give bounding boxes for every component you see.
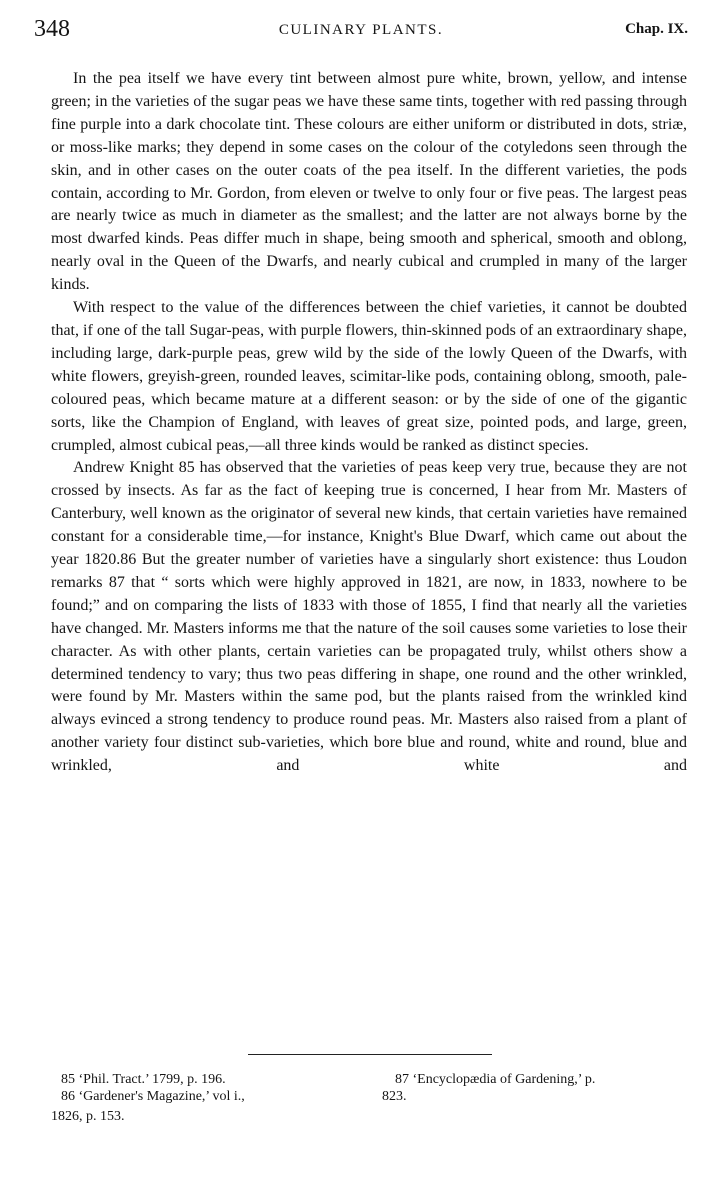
- chapter-label: Chap. IX.: [625, 21, 688, 37]
- paragraph: In the pea itself we have every tint between almost pure white, brown, yellow, and intense green; in the varieties of the sugar peas we have these same tints, together with red passing through fine purple into a dark chocolate tint. These colours are either uniform or distributed in dots, striæ, or moss-like marks; they depend in some cases on the colour of the cotyledons seen through the skin, and in other cases on the outer coats of the pea itself. In the different varieties, the pods contain, according to Mr. Gordon, from eleven or twelve to only four or five peas. The largest peas are nearly twice as much in diameter as the smallest; and the latter are not always borne by the most dwarfed kinds. Peas differ much in shape, being smooth and spherical, smooth and oblong, nearly oval in the Queen of the Dwarfs, and nearly cubical and crumpled in many of the larger kinds.: [51, 70, 687, 294]
- paragraph: Andrew Knight 85 has observed that the varieties of peas keep very true, because they are not crossed by insects. As far as the fact of keeping true is concerned, I hear from Mr. Masters of Canterbury, well known as the originator of several new kinds, that certain varieties have remained constant for a considerable time,—for instance, Knight's Blue Dwarf, which came out about the year 1820.86 But the greater number of varieties have a singularly short existence: thus Loudon remarks 87 that “ sorts which were highly approved in 1821, are now, in 1833, nowhere to be found;” and on comparing the lists of 1833 with those of 1855, I find that nearly all the varieties have changed. Mr. Masters informs me that the nature of the soil causes some varieties to lose their character. As with other plants, certain varieties can be propagated truly, whilst others show a determined tendency to vary; thus two peas differing in shape, one round and the other wrinkled, were found by Mr. Masters within the same pod, but the plants raised from the wrinkled kind always evinced a strong tendency to produce round peas. Mr. Masters also raised from a plant of another variety four distinct sub-varieties, which bore blue and round, white and round, blue and wrinkled, and white and: [51, 459, 687, 775]
- footnote-87: 87 ‘Encyclopædia of Gardening,’ p.: [395, 1072, 596, 1087]
- page-number: 348: [34, 16, 70, 42]
- footnote-86-continuation: 1826, p. 153.: [51, 1109, 125, 1124]
- page-header: [34, 16, 688, 46]
- footnote-85: 85 ‘Phil. Tract.’ 1799, p. 196.: [61, 1072, 226, 1087]
- running-title: CULINARY PLANTS.: [278, 22, 444, 38]
- body-text: [51, 68, 687, 778]
- footnote-86: 86 ‘Gardener's Magazine,’ vol i.,: [61, 1089, 245, 1104]
- footnote-87-continuation: 823.: [382, 1089, 407, 1104]
- footnote-separator: [248, 1054, 492, 1055]
- paragraph: With respect to the value of the differences between the chief varieties, it cannot be doubted that, if one of the tall Sugar-peas, with purple flowers, thin-skinned pods of an extraordinary shape, including large, dark-purple peas, grew wild by the side of the lowly Queen of the Dwarfs, with white flowers, greyish-green, rounded leaves, scimitar-like pods, containing oblong, smooth, pale-coloured peas, which became mature at a different season: or by the side of one of the gigantic sorts, like the Champion of England, with leaves of great size, pointed pods, and large, green, crumpled, almost cubical peas,—all three kinds would be ranked as distinct species.: [51, 299, 687, 454]
